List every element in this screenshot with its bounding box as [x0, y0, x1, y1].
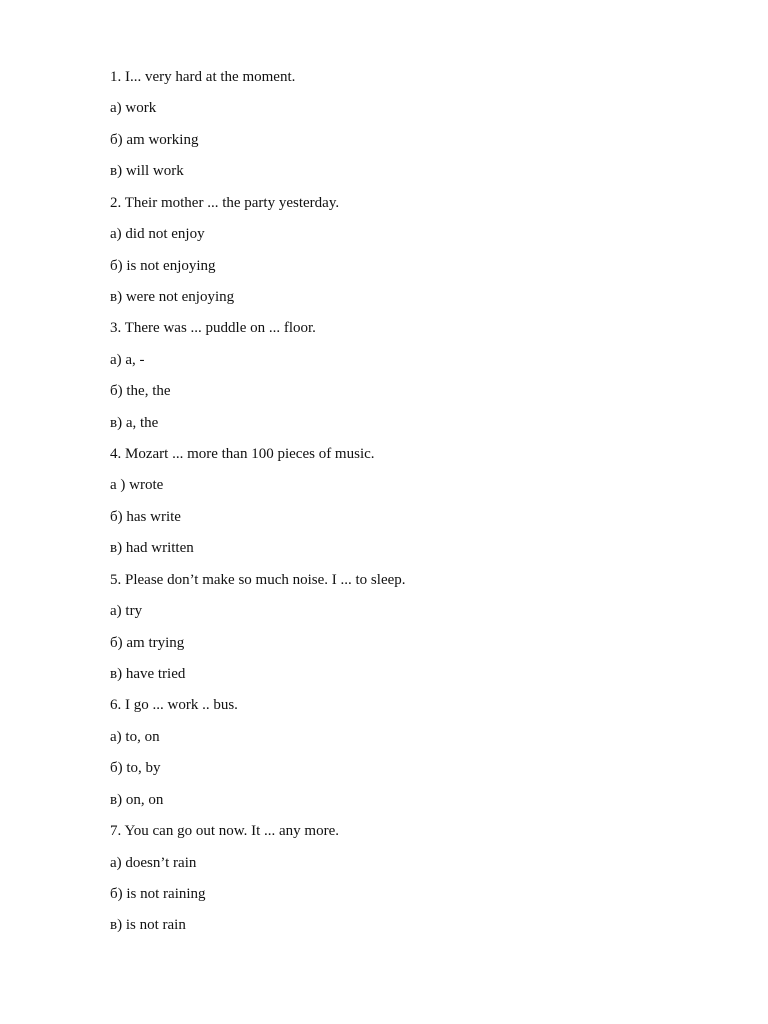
answer-option: а ) wrote: [110, 477, 164, 494]
answer-option: б) am trying: [110, 634, 185, 651]
question-prompt: 3. There was ... puddle on ... floor.: [110, 320, 316, 337]
answer-option: а) try: [110, 603, 143, 620]
answer-option: в) a, the: [110, 414, 159, 431]
answer-option: б) is not raining: [110, 885, 206, 902]
answer-option: б) has write: [110, 508, 181, 525]
question-prompt: 1. I... very hard at the moment.: [110, 69, 296, 85]
question-prompt: 5. Please don’t make so much noise. I ... to sleep.: [110, 571, 406, 588]
answer-option: б) is not enjoying: [110, 257, 216, 274]
answer-option: в) is not rain: [110, 917, 186, 934]
question-prompt: 7. You can go out now. It ... any more.: [110, 823, 340, 840]
answer-option: а) doesn’t rain: [110, 854, 197, 871]
answer-option: в) on, on: [110, 791, 164, 808]
answer-option: а) to, on: [110, 728, 160, 745]
answer-option: в) were not enjoying: [110, 288, 235, 305]
answer-option: б) to, by: [110, 760, 161, 777]
answer-option: а) a, -: [110, 351, 145, 368]
question-prompt: 6. I go ... work .. bus.: [110, 697, 238, 714]
question-prompt: 4. Mozart ... more than 100 pieces of music.: [110, 446, 375, 463]
answer-option: а) did not enjoy: [110, 226, 205, 243]
question-list: [110, 67, 730, 947]
answer-option: в) will work: [110, 163, 184, 180]
answer-option: б) am working: [110, 131, 199, 148]
answer-option: б) the, the: [110, 383, 171, 400]
answer-option: а) work: [110, 100, 157, 117]
answer-option: в) have tried: [110, 666, 186, 683]
answer-option: в) had written: [110, 540, 194, 557]
question-prompt: 2. Their mother ... the party yesterday.: [110, 194, 340, 211]
